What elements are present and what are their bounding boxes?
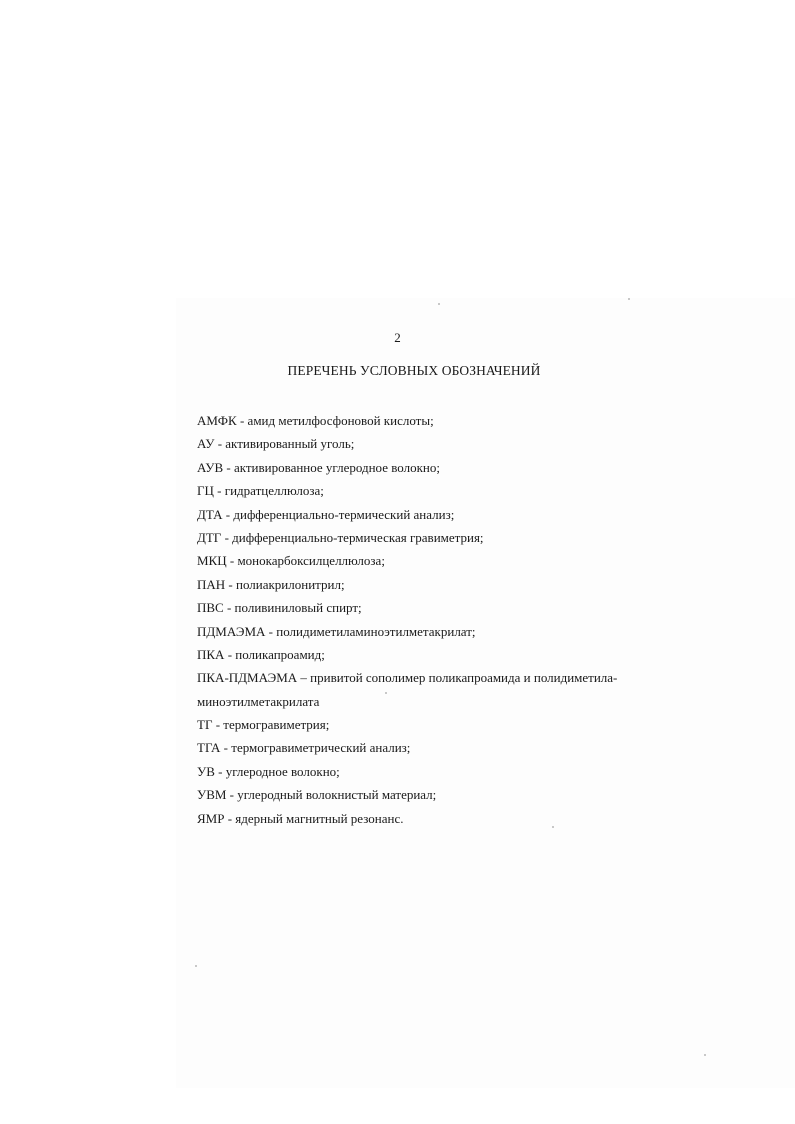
abbreviation-item: МКЦ - монокарбоксилцеллюлоза; xyxy=(197,553,385,569)
abbreviation-item-continuation: миноэтилметакрилата xyxy=(197,693,320,709)
scan-speck xyxy=(628,298,630,300)
abbreviation-item: ДТА - дифференциально-термический анализ; xyxy=(197,506,455,522)
abbreviation-item: ПДМАЭМА - полидиметиламиноэтилметакрилат; xyxy=(197,623,476,639)
abbreviation-list xyxy=(197,409,637,830)
abbreviation-item: ПАН - полиакрилонитрил; xyxy=(197,576,345,592)
abbreviation-item: ДТГ - дифференциально-термическая гравиметрия; xyxy=(197,529,484,545)
abbreviation-item: ГЦ - гидратцеллюлоза; xyxy=(197,483,324,499)
abbreviation-item: ПКА-ПДМАЭМА – привитой сополимер поликапроамида и полидиметила- xyxy=(197,670,618,686)
abbreviation-item: АМФК - амид метилфосфоновой кислоты; xyxy=(197,413,434,428)
page-title: ПЕРЕЧЕНЬ УСЛОВНЫХ ОБОЗНАЧЕНИЙ xyxy=(287,363,541,378)
abbreviation-item: ТГ - термогравиметрия; xyxy=(197,717,330,733)
abbreviation-item: ПВС - поливиниловый спирт; xyxy=(197,600,362,616)
scan-speck xyxy=(704,1054,706,1056)
abbreviation-item: УВМ - углеродный волокнистый материал; xyxy=(197,787,437,803)
scan-speck xyxy=(438,303,440,305)
abbreviation-item: ПКА - поликапроамид; xyxy=(197,646,325,662)
scan-speck xyxy=(195,965,197,967)
page-number: 2 xyxy=(394,330,401,345)
abbreviation-item: АУВ - активированное углеродное волокно; xyxy=(197,459,440,475)
abbreviation-item: ЯМР - ядерный магнитный резонанс. xyxy=(197,810,404,826)
abbreviation-item: ТГА - термогравиметрический анализ; xyxy=(197,740,411,756)
scan-speck xyxy=(552,826,554,828)
abbreviation-item: УВ - углеродное волокно; xyxy=(197,763,340,779)
scan-speck xyxy=(385,692,387,694)
abbreviation-item: АУ - активированный уголь; xyxy=(197,436,355,452)
